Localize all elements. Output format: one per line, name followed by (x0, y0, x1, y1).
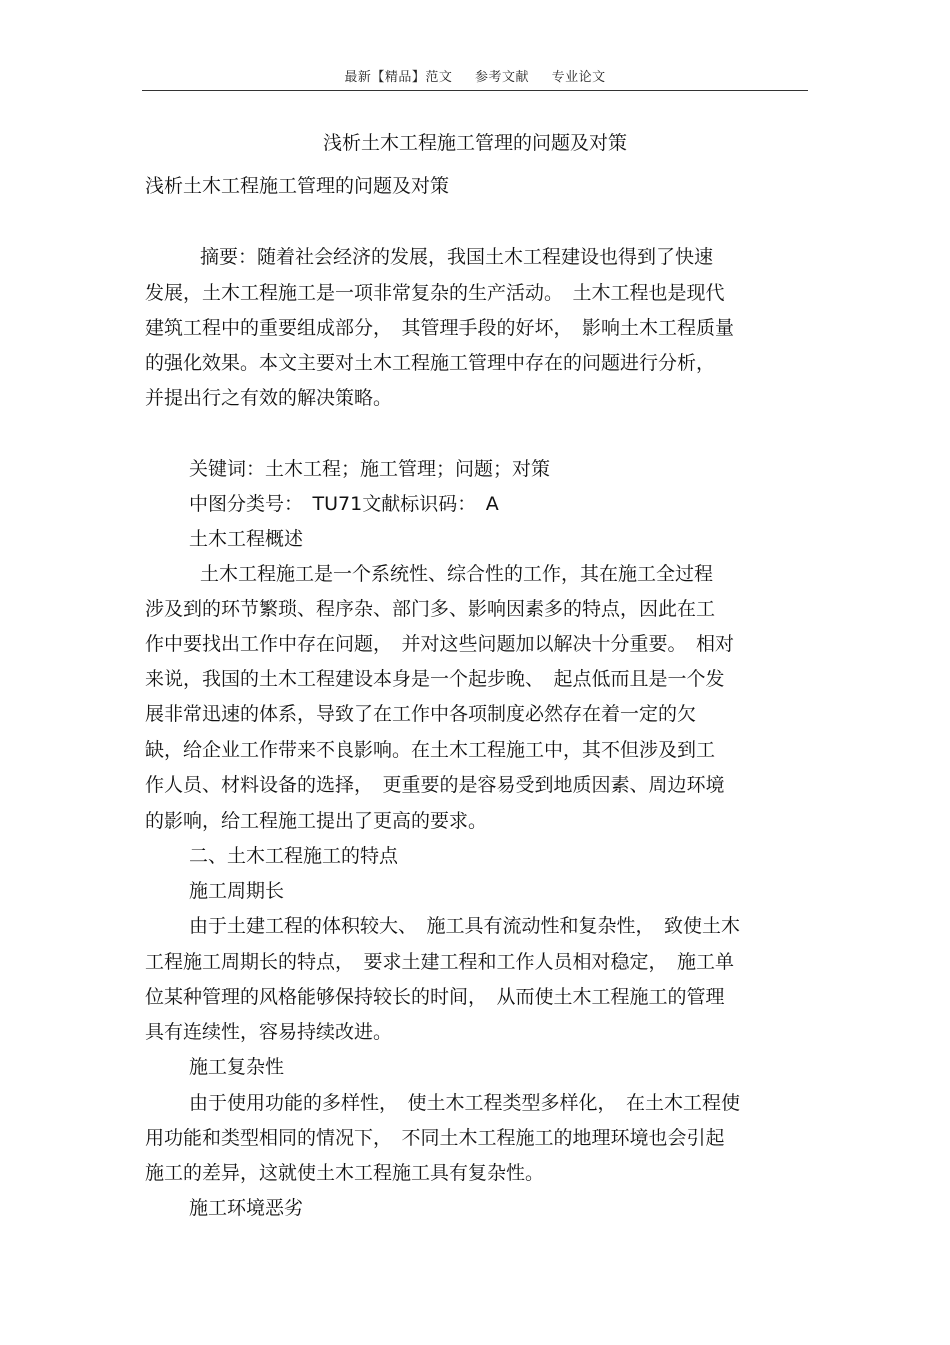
body-line: 具有连续性，容易持续改进。 (145, 1021, 393, 1043)
header-item-featured: 最新【精品】范文 (344, 70, 453, 85)
body-line: 施工的差异，这就使土木工程施工具有复杂性。 (145, 1162, 545, 1184)
body-line: 位某种管理的风格能够保持较长的时间， 从而使土木工程施工的管理 (145, 986, 725, 1008)
header-item-papers: 专业论文 (551, 70, 606, 85)
abstract-line: 摘要：随着社会经济的发展，我国土木工程建设也得到了快速 (200, 246, 714, 268)
subtitle: 浅析土木工程施工管理的问题及对策 (145, 175, 450, 197)
subsection-heading: 施工周期长 (189, 880, 285, 902)
body-line: 涉及到的环节繁琐、程序杂、部门多、影响因素多的特点，因此在工 (145, 598, 716, 620)
body-line: 由于使用功能的多样性， 使土木工程类型多样化， 在土木工程使 (189, 1092, 741, 1114)
subsection-heading: 施工环境恶劣 (189, 1197, 304, 1219)
header-divider (142, 90, 808, 91)
keywords-line: 关键词：土木工程；施工管理；问题；对策 (189, 458, 551, 480)
body-line: 展非常迅速的体系，导致了在工作中各项制度必然存在着一定的欠 (145, 703, 697, 725)
body-line: 来说，我国的土木工程建设本身是一个起步晚、 起点低而且是一个发 (145, 668, 725, 690)
document-title: 浅析土木工程施工管理的问题及对策 (322, 132, 627, 154)
subsection-heading: 施工复杂性 (189, 1056, 285, 1078)
abstract-line: 建筑工程中的重要组成部分， 其管理手段的好坏， 影响土木工程质量 (145, 317, 735, 339)
header-item-references: 参考文献 (474, 70, 529, 85)
abstract-line: 发展，土木工程施工是一项非常复杂的生产活动。 土木工程也是现代 (145, 282, 725, 304)
body-line: 工程施工周期长的特点， 要求土建工程和工作人员相对稳定， 施工单 (145, 951, 735, 973)
body-line: 的影响，给工程施工提出了更高的要求。 (145, 810, 488, 832)
body-line: 作人员、材料设备的选择， 更重要的是容易受到地质因素、周边环境 (145, 774, 725, 796)
body-line: 作中要找出工作中存在问题， 并对这些问题加以解决十分重要。 相对 (145, 633, 735, 655)
section-heading: 二、土木工程施工的特点 (189, 845, 399, 867)
body-line: 缺，给企业工作带来不良影响。在土木工程施工中，其不但涉及到工 (145, 739, 716, 761)
section-heading: 土木工程概述 (189, 528, 304, 550)
body-line: 用功能和类型相同的情况下， 不同土木工程施工的地理环境也会引起 (145, 1127, 725, 1149)
classification-line: 中图分类号： TU71文献标识码： A (189, 493, 499, 515)
page-header (0, 66, 950, 85)
body-line: 土木工程施工是一个系统性、综合性的工作，其在施工全过程 (200, 563, 714, 585)
body-line: 由于土建工程的体积较大、 施工具有流动性和复杂性， 致使土木 (189, 915, 741, 937)
abstract-line: 并提出行之有效的解决策略。 (145, 387, 393, 409)
abstract-line: 的强化效果。本文主要对土木工程施工管理中存在的问题进行分析， (145, 352, 716, 374)
